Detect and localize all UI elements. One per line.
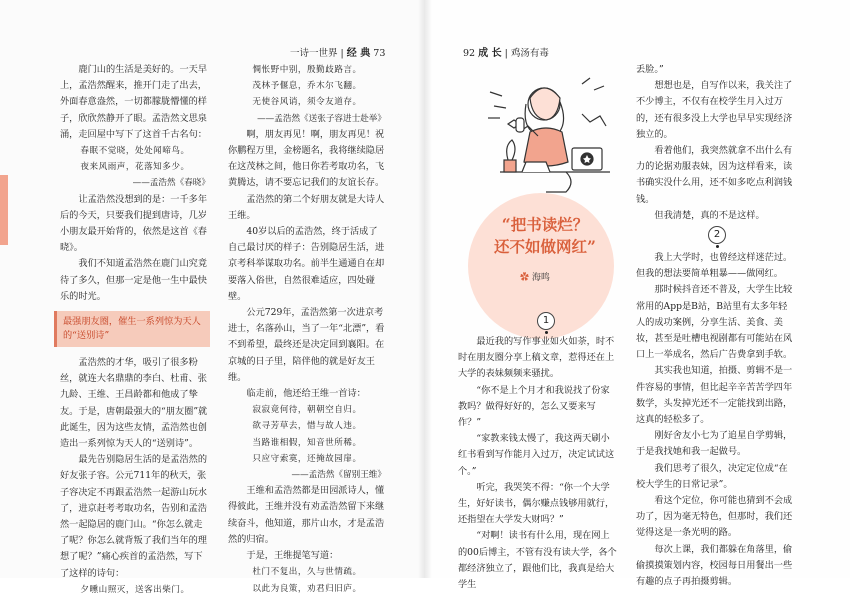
book-title: 鸡汤有毒 (510, 48, 549, 59)
poem-line: 惆怅野中别，殷勤歧路言。 (252, 65, 362, 75)
page-number: 73 (373, 48, 386, 59)
right-page-header: 92 成 长 | 鸡汤有毒 (463, 48, 549, 59)
paragraph: 临走前，他还给王维一首诗： (246, 388, 366, 400)
badge-dot (716, 245, 719, 248)
paragraph: 每次上课，我们都躲在角落里，偷偷摸摸策划内容，校园每日用餐出一些有趣的点子再拍摄剪辑。 (636, 543, 793, 588)
paragraph: 鹿门山的生活是美好的。一天早上，孟浩然醒来，推开门走了出去，外面春意盎然，一切都朦胧懵懂的样子，欣欣然静开了眼。孟浩然文思泉涌，走回屋中写下了这首千古名句： (60, 64, 208, 140)
paragraph: 让孟浩然没想到的是：一千多年后的今天，只要我们提到唐诗，几岁小朋友最开始背的，依然是这首《春晓》。 (60, 193, 208, 254)
page-edge-tab (0, 175, 8, 245)
title-line: “把书读烂？ (501, 215, 589, 234)
paragraph: 听完，我哭笑不得：“你一个大学生，好好读书，偶尔赚点钱够用就行，还指望在大学发大财吗？” (458, 481, 615, 526)
paragraph: 那时候抖音还不普及，大学生比较常用的App是B站，B站里有太多年轻人的成功案例，分享生活、美食、美妆，甚至是吐槽电视剧都有可能站在风口上一举成名，然后广告费拿到手软。 (636, 284, 793, 361)
book-title: 一诗一世界 (290, 48, 338, 59)
paragraph: 孟浩然的第二个好朋友就是大诗人王维。 (228, 193, 385, 221)
paragraph: 我上大学时，也曾经这样迷茫过。但我的想法要简单粗暴——做网红。 (636, 252, 793, 280)
paragraph: 最近我的写作事业如火如荼，时不时在朋友圈分享上稿文章，惹得还在上大学的表妹频频来骚扰。 (458, 336, 615, 380)
blogger-illustration (486, 74, 616, 198)
left-column-1 (60, 62, 210, 598)
paragraph: “你不是上个月才和我说找了份家教吗？做得好好的，怎么又要来写作？” (458, 384, 610, 429)
paragraph: 最先告别隐居生活的是孟浩然的好友张子容。公元711年的秋天，张子容决定不再跟孟浩然一起游山玩水了，进京赶考考取功名，告别和孟浩然一起隐居的鹿门山。“你怎么就走了呢？你怎么就背叛了我们当年的理想了呢？”痛心疾首的孟浩然，写下了这样的诗句： (60, 454, 208, 579)
author-name: 海鸣 (531, 273, 550, 283)
page-number: 92 (463, 48, 476, 59)
paragraph: “对啊！读书有什么用，现在网上的00后博主，不管有没有读大学，各个都经济独立了，跟他们比，我真是给大学生 (458, 530, 617, 591)
poem-attribution: ——孟浩然《送张子容进士赴举》 (257, 113, 386, 124)
paragraph: 孟浩然的才华，吸引了很多粉丝，就连大名鼎鼎的李白、杜甫、张九龄、王维、王昌龄都和他成了挚友。于是，唐朝最强大的“朋友圈”就此诞生，因为这些友情，孟浩然也创造出一系列惊为天人的“送别诗”。 (60, 357, 208, 450)
poem-line: 茂林予偃息，乔木尔飞翻。 (252, 81, 362, 92)
section-number-badge (537, 312, 555, 330)
poem-line: 无使谷风诮，须令友道存。 (252, 97, 362, 108)
poem-attribution: ——孟浩然《留别王维》 (291, 470, 386, 481)
flower-icon: ✿ (520, 273, 530, 283)
section-name: 经 典 (346, 48, 371, 59)
author-byline (520, 270, 550, 283)
paragraph: 但我清楚，真的不是这样。 (654, 209, 765, 221)
section-callout: 最强朋友圈，催生一系列惊为天人的“送别诗” (54, 311, 210, 347)
right-column-2 (636, 62, 796, 590)
paragraph: 其实我也知道，拍摄、剪辑不是一件容易的事情，但比起辛辛苦苦学四年数学，头发掉光还不一定能找到出路，这真的轻松多了。 (636, 365, 793, 426)
article-title (486, 214, 604, 258)
book-gutter (418, 0, 432, 578)
right-column-1 (458, 334, 618, 593)
paragraph: 看这个定位，你可能也猜到不会成功了，因为毫无特色，但那时，我们还觉得这是一条光明的路。 (636, 495, 793, 539)
paragraph: “家教来钱太慢了，我这两天刷小红书看到写作能月入过万，决定试试这个。” (458, 433, 615, 477)
paragraph: 我们不知道孟浩然在鹿门山究竟待了多久，但那一定是他一生中最快乐的时光。 (60, 258, 208, 302)
poem-line: 夕曛山照灭，送客出柴门。 (80, 584, 190, 595)
section-number: 1 (542, 315, 550, 326)
paragraph: 丢脸。” (636, 64, 664, 75)
paragraph: 我们思考了很久，决定定位成“在校大学生的日常记录”。 (636, 462, 788, 490)
title-line: 还不如做网红” (494, 237, 596, 256)
paragraph: 40岁以后的孟浩然，终于活成了自己最讨厌的样子：告别隐居生活，进京考科举谋取功名。前半生通通自在却要落入俗世，自然很难适应，四处碰壁。 (228, 226, 385, 302)
poem-line: 春眠不觉晓，处处闻啼鸟。 (80, 146, 190, 157)
poem-line: 只应守索寞，还掩故园扉。 (252, 453, 362, 464)
poem-line: 杜门不复出，久与世情疏。 (252, 567, 362, 578)
poem-attribution: ——孟浩然《春晓》 (132, 178, 210, 189)
poem-line: 欲寻芳草去，惜与故人违。 (252, 421, 362, 432)
section-number-badge (708, 226, 726, 244)
left-page (0, 0, 425, 595)
paragraph: 公元729年，孟浩然第一次进京考进士，名落孙山，当了一年“北漂”，看不到希望，最终还是决定回到襄阳。在京城的日子里，陪伴他的就是好友王维。 (228, 307, 385, 383)
section-2-spacer (636, 224, 796, 250)
section-number: 2 (713, 229, 721, 241)
paragraph: 刚好舍友小七为了追星自学剪辑，于是我找她和我一起做号。 (636, 430, 793, 458)
paragraph: 看着他们，我突然就拿不出什么有力的论据劝服表妹，因为这样看来，读书确实没什么用，还不如多吃点利润钱钱。 (636, 145, 793, 205)
section-name: 成 长 (478, 48, 502, 59)
poem-line: 当路谁相假，知音世所稀。 (252, 437, 362, 448)
paragraph: 王维和孟浩然都是田园派诗人，懂得彼此，王维并没有劝孟浩然留下来继续奋斗，他知道，那片山水，才是孟浩然的归宿。 (228, 485, 385, 545)
poem-line: 夜来风雨声，花落知多少。 (80, 162, 190, 173)
poem-line: 寂寂竟何待，朝朝空自归。 (252, 405, 362, 416)
paragraph: 啊，朋友再见！啊，朋友再见！祝你鹏程万里，金榜题名，我将继续隐居在这茂林之间，他日你若考取功名，飞黄腾达，请不要忘记我们的友谊长存。 (228, 128, 385, 189)
left-page-header: 一诗一世界 | 经 典 73 (290, 48, 386, 59)
paragraph: 想想也是，自写作以来，我关注了不少博主，不仅有在校学生月入过万的，还有很多没上大学也早早实现经济独立的。 (636, 80, 793, 140)
left-column-2 (228, 62, 386, 597)
poem-line: 以此为良策，劝君归旧庐。 (252, 583, 362, 594)
paragraph: 于是，王维提笔写道： (246, 550, 339, 562)
